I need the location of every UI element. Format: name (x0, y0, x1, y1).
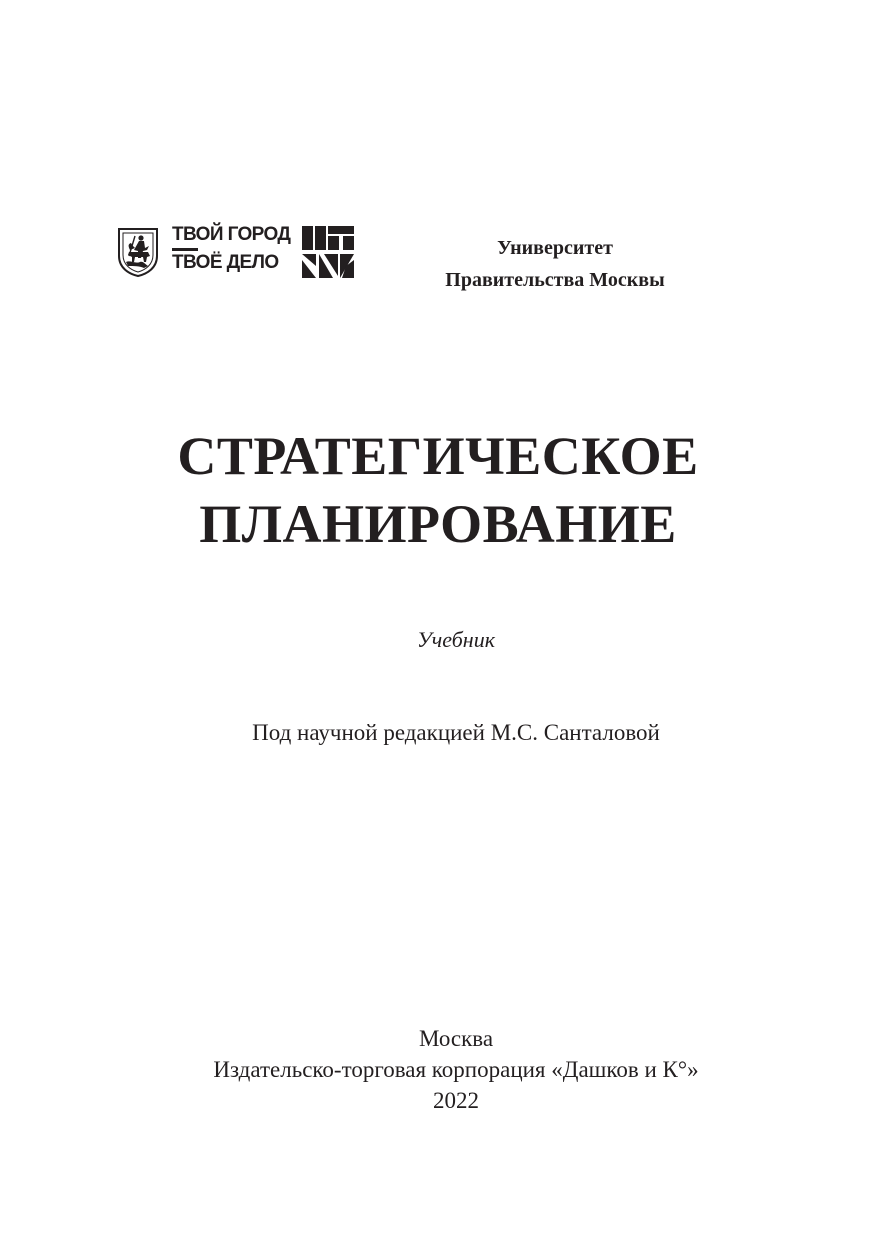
slogan-line-2: ТВОЁ ДЕЛО (172, 252, 279, 273)
book-title-line-1: СТРАТЕГИЧЕСКОЕ (177, 426, 699, 486)
imprint-year: 2022 (433, 1088, 479, 1113)
imprint-publisher: Издательско-торговая корпорация «Дашков и К°» (213, 1057, 699, 1082)
university-geometric-mark-icon (302, 226, 354, 278)
book-title-line-2: ПЛАНИРОВАНИЕ (199, 494, 677, 554)
header-logo (116, 222, 356, 280)
university-name (400, 232, 710, 296)
imprint-city: Москва (418, 1026, 494, 1051)
university-line-1: Университет (497, 237, 613, 259)
book-genre: Учебник (416, 627, 496, 652)
book-editor: Под научной редакцией М.С. Санталовой (252, 720, 660, 745)
slogan-line-1: ТВОЙ ГОРОД (172, 224, 291, 245)
university-line-2: Правительства Москвы (445, 269, 665, 291)
logo-slogan (172, 222, 296, 280)
moscow-coat-of-arms-icon (116, 226, 160, 278)
